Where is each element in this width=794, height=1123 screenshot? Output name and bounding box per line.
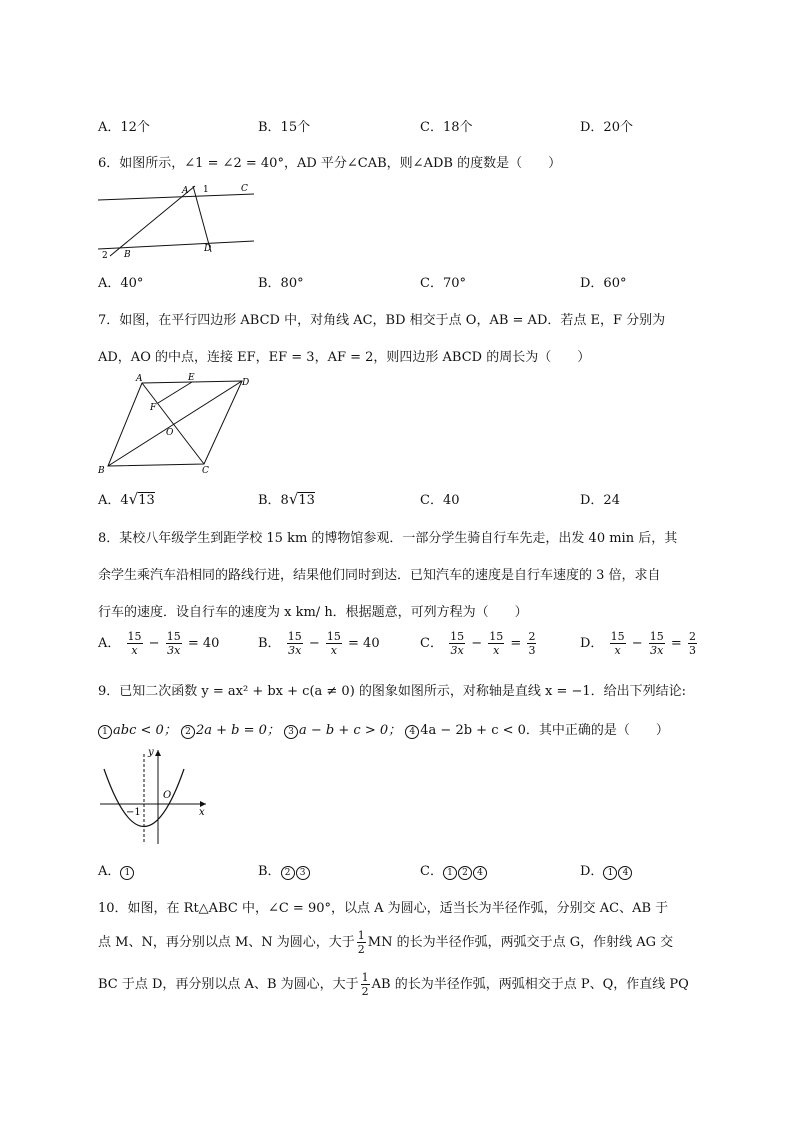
q6-label-2: 2 (102, 251, 108, 260)
q7-label-f: F (150, 403, 157, 413)
q10-stem-line1: 10．如图，在 Rt△ABC 中，∠C = 90°，以点 A 为圆心，适当长为半径作弧，分别交 AC、AB 于 (98, 901, 669, 916)
q8-option-c: C． $\frac{15}{3x}$ − $\frac{15}{x}$ = $\frac{2}{3}$ (420, 630, 536, 657)
q9-mark-1: 1 (98, 725, 112, 739)
q7-option-b: B．8√13 (258, 490, 315, 508)
q6-label-a: A (182, 186, 189, 196)
q7-diagonal-ac (142, 383, 204, 464)
q7-label-a: A (136, 374, 143, 384)
q9-mark-3: 3 (284, 725, 298, 739)
q8-option-d: D． $\frac{15}{x}$ − $\frac{15}{3x}$ = $\frac{2}{3}$ (580, 630, 696, 657)
q6-line-ab (110, 186, 195, 256)
q7-stem-line2: AD，AO 的中点，连接 EF，EF = 3，AF = 2，则四边形 ABCD 的周长为（ ） (98, 350, 591, 365)
q7-label-o: O (166, 428, 174, 438)
q6-figure (96, 180, 260, 260)
q7-label-d: D (242, 378, 250, 388)
q7-label-c: C (202, 466, 209, 476)
q8-stem-line3: 行车的速度．设自行车的速度为 x km/ h．根据题意，可列方程为（ ） (98, 605, 528, 620)
q10-stem-line3: BC 于点 D，再分别以点 A、B 为圆心，大于 $\frac{1}{2}$ AB 的长为半径作弧，两弧相交于点 P、Q，作直线 PQ (98, 971, 689, 998)
q5-option-b: B．15个 (258, 120, 311, 135)
q7-label-e: E (188, 373, 195, 383)
q8-option-b: B． $\frac{15}{3x}$ − $\frac{15}{x}$ = 40 (258, 630, 380, 657)
q6-stem: 6．如图所示，∠1 = ∠2 = 40°，AD 平分∠CAB，则∠ADB 的度数是（ ） (98, 156, 562, 171)
q9-mark-2: 2 (181, 725, 195, 739)
q7-label-b: B (98, 466, 105, 476)
q7-segment-ef (158, 382, 192, 403)
q9-option-d: D． 1 4 (580, 860, 633, 880)
q7-option-d: D．24 (580, 493, 620, 508)
q7-figure (96, 372, 256, 476)
q9-stem-line1: 9．已知二次函数 y = ax² + bx + c(a ≠ 0) 的图象如图所示，对称轴是直线 x = −1．给出下列结论: (98, 684, 687, 699)
q8-stem-line2: 余学生乘汽车沿相同的路线行进，结果他们同时到达．已知汽车的速度是自行车速度的 3 倍，求自 (98, 568, 661, 583)
q6-label-d: D (204, 244, 212, 254)
q9-option-c: C． 1 2 4 (420, 860, 488, 880)
q5-option-d: D．20个 (580, 120, 633, 135)
q9-label-x: x (199, 807, 205, 818)
q5-option-c: C．18个 (420, 120, 473, 135)
q6-option-d: D．60° (580, 276, 627, 291)
q9-figure (96, 744, 212, 850)
q8-option-a: A． $\frac{15}{x}$ − $\frac{15}{3x}$ = 40 (98, 630, 220, 657)
q6-option-b: B．80° (258, 276, 304, 291)
q9-mark-4: 4 (405, 725, 419, 739)
q9-stem-line2: 1 abc < 0； 2 2a + b = 0； 3 a − b + c > 0； 4 4a − 2b + c < 0．其中正确的是（ ） (98, 719, 669, 739)
q7-diagonal-bd (108, 381, 242, 466)
q7-option-c: C．40 (420, 493, 460, 508)
q6-option-c: C．70° (420, 276, 466, 291)
q9-y-arrow (155, 750, 161, 756)
q7-option-a: A．4√13 (98, 490, 155, 508)
q6-label-1: 1 (203, 185, 209, 195)
q9-label-y: y (148, 747, 154, 758)
q6-lower-line (98, 241, 254, 249)
q6-option-a: A．40° (98, 276, 144, 291)
q9-parabola (104, 769, 184, 827)
q6-upper-line (98, 194, 254, 200)
q6-label-b: B (124, 250, 131, 260)
q5-option-a: A．12个 (98, 120, 150, 135)
q9-option-b: B． 2 3 (258, 860, 311, 880)
q9-label-minus1: −1 (126, 807, 141, 818)
q9-label-o: O (163, 790, 172, 801)
q10-stem-line2: 点 M、N，再分别以点 M、N 为圆心，大于 $\frac{1}{2}$ MN 的长为半径作弧，两弧交于点 G，作射线 AG 交 (98, 929, 674, 956)
q7-stem-line1: 7．如图，在平行四边形 ABCD 中，对角线 AC，BD 相交于点 O，AB = AD．若点 E，F 分别为 (98, 313, 666, 328)
q8-stem-line1: 8．某校八年级学生到距学校 15 km 的博物馆参观．一部分学生骑自行车先走，出发 40 min 后，其 (98, 531, 678, 546)
q6-label-c: C (241, 184, 248, 194)
q9-option-a: A． 1 (98, 860, 135, 880)
